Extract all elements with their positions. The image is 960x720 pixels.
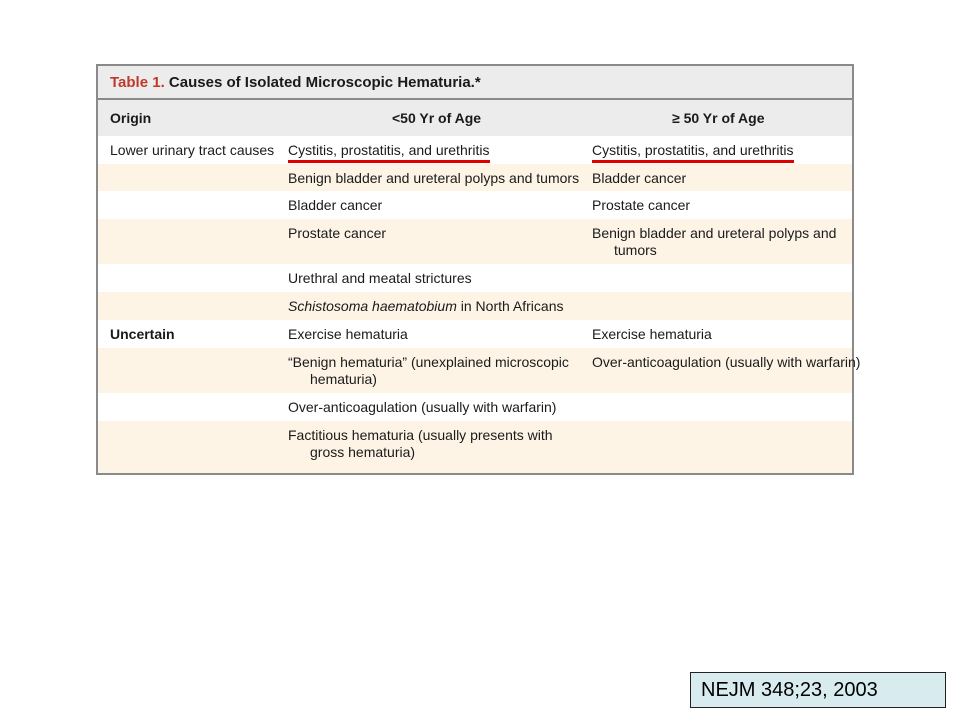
over-50-cell: Exercise hematuria [592,326,712,342]
header-under-50: <50 Yr of Age [392,110,482,126]
table-body [98,136,861,473]
table-row [98,164,852,191]
table-row [98,320,852,348]
table-row [98,136,852,164]
over-50-cell [592,142,847,163]
under-50-cell: Factitious hematuria (usually presents with gross hematuria) [288,427,553,460]
highlighted-cause: Cystitis, prostatitis, and urethritis [592,142,794,163]
under-50-cell [288,298,588,315]
table-row [98,348,861,393]
under-50-cell [288,142,588,163]
header-origin: Origin [110,110,152,126]
under-50-cell: Urethral and meatal strictures [288,270,472,286]
under-50-cell: Prostate cancer [288,225,387,241]
under-50-cell: Exercise hematuria [288,326,408,342]
species-context: in North Africans [456,298,564,314]
origin-cell: Lower urinary tract causes [110,142,275,158]
table-row [98,191,852,219]
table-row [98,219,852,264]
highlighted-cause: Cystitis, prostatitis, and urethritis [288,142,490,163]
table-row [98,264,852,292]
table-title-text: Causes of Isolated Microscopic Hematuria.* [168,74,481,91]
hematuria-causes-table [96,64,861,475]
table-title [98,64,852,100]
table-header-row [98,100,852,136]
under-50-cell: “Benign hematuria” (unexplained microscopic hematuria) [288,354,569,387]
table-row [98,292,852,320]
over-50-cell: Prostate cancer [592,197,691,213]
citation-box: NEJM 348;23, 2003 [690,672,946,708]
header-50-and-over: ≥ 50 Yr of Age [672,110,765,126]
under-50-cell: Over-anticoagulation (usually with warfarin) [288,399,557,415]
species-name: Schistosoma haematobium [288,298,457,314]
header-left-edge [96,100,98,136]
over-50-cell: Bladder cancer [592,170,687,186]
under-50-cell: Benign bladder and ureteral polyps and tumors [288,170,580,186]
over-50-cell: Benign bladder and ureteral polyps and tumors [592,225,837,258]
under-50-cell: Bladder cancer [288,197,383,213]
table-number-label: Table 1. [110,74,165,91]
table-row [98,421,852,473]
over-50-cell: Over-anticoagulation (usually with warfarin) [592,354,861,370]
table-row [98,393,852,421]
origin-cell: Uncertain [110,326,175,342]
